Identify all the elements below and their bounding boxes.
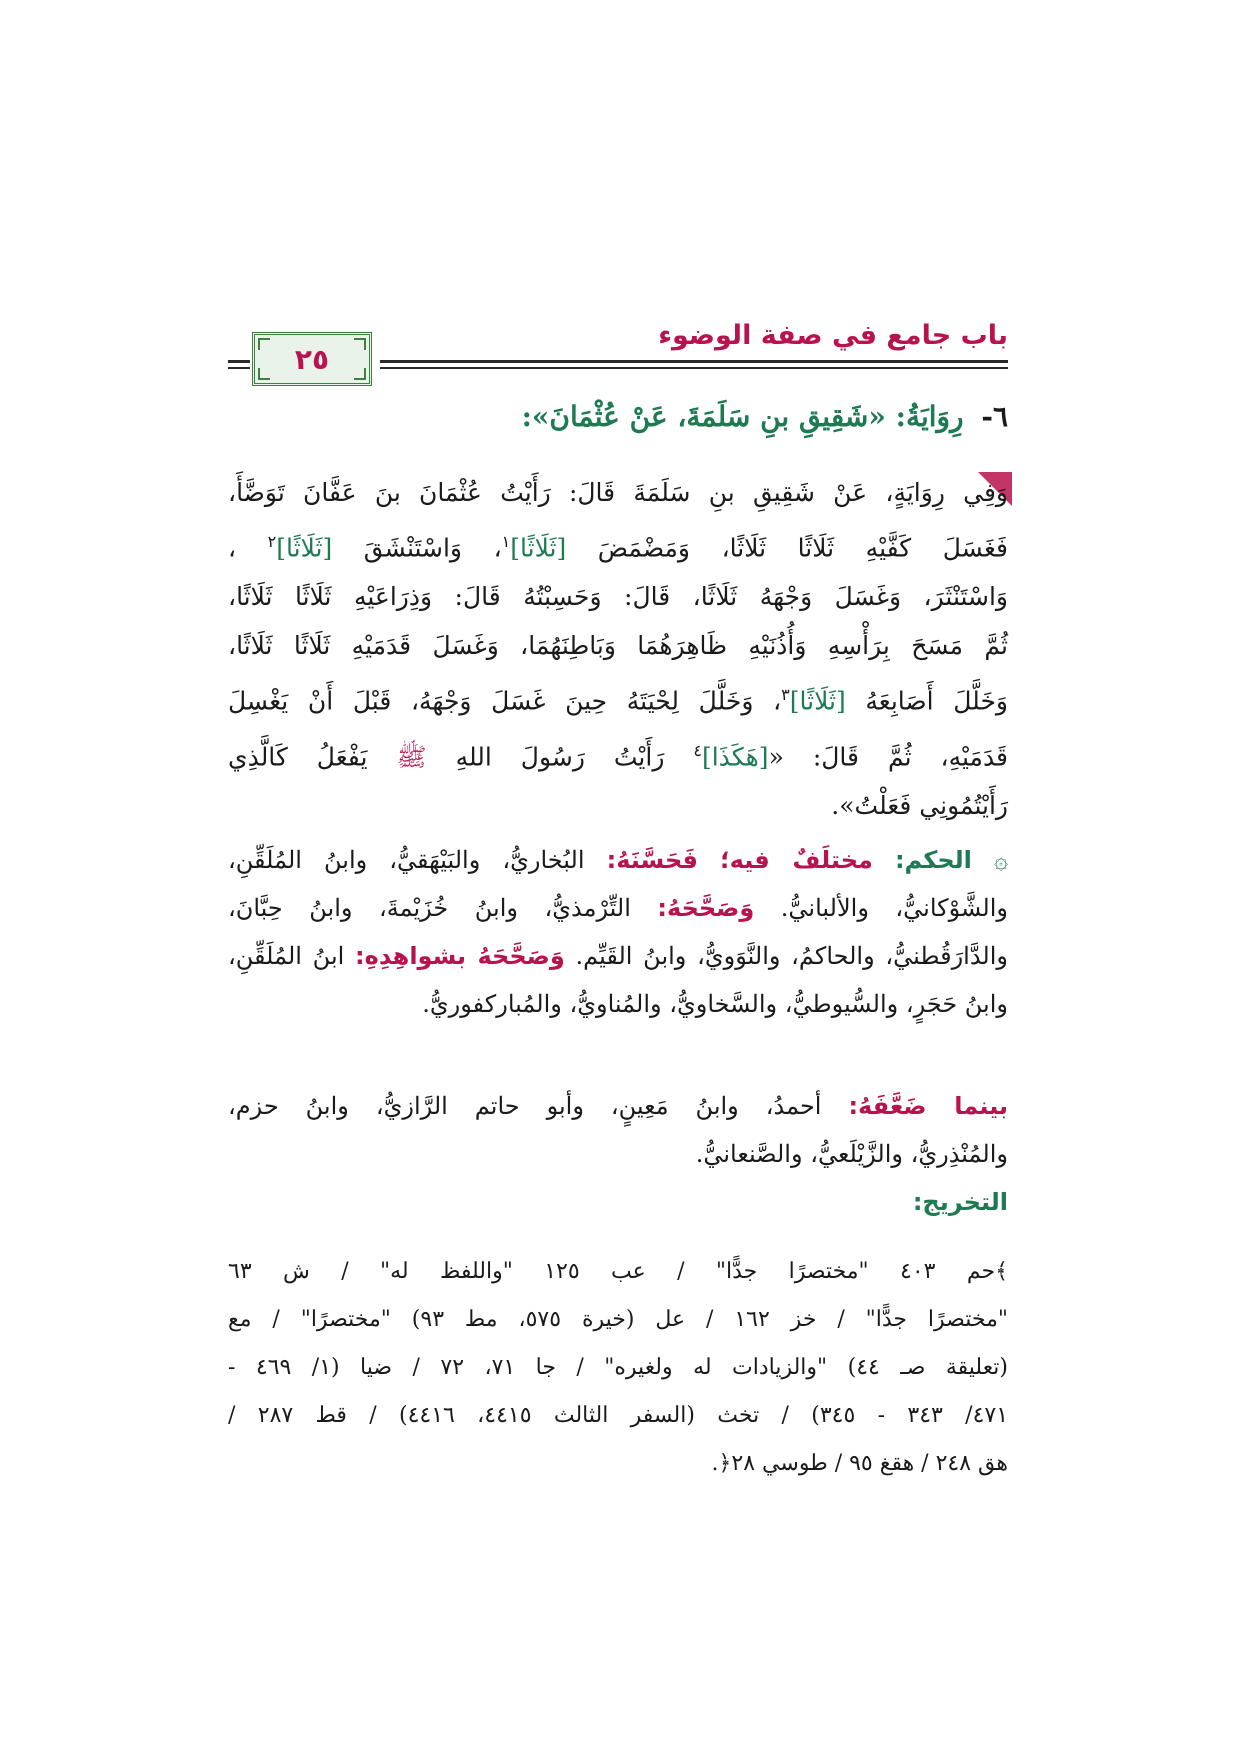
text: يَفْعَلُ كَالَّذِي — [228, 741, 368, 771]
header-rule-left-top — [228, 360, 250, 363]
takhrij-line: "مختصرًا جدًّا" / خز ١٦٢ / عل (خيرة ٥٧٥، مط ٩٣) "مختصرًا" / مع — [228, 1307, 1008, 1332]
text: والشَّوْكانيُّ، والألبانيُّ. — [780, 894, 1008, 922]
header-rule-bottom — [380, 367, 1008, 369]
takhrij-line: ﴾حم ٤٠٣ "مختصرًا جدًّا" / عب ١٢٥ "واللفظ له" / ش ٦٣ — [228, 1259, 1008, 1284]
page-number: ٢٥ — [294, 342, 330, 376]
weakened-line: والمُنْذِريُّ، والزَّيْلَعيُّ، والصَّنعانيُّ. — [695, 1140, 1008, 1168]
hadith-line: ثُمَّ مَسَحَ بِرَأْسِهِ وَأُذُنَيْهِ ظَاهِرَهُمَا وَبَاطِنَهُمَا، وَغَسَلَ قَدَمَيْهِ ثَلَاثًا ثَلَاثًا، — [228, 631, 1008, 661]
takhrij-block — [228, 1248, 1008, 1488]
sahhah-label: وَصَحَّحَهُ: — [657, 894, 755, 922]
ruling-line — [228, 836, 1008, 884]
section-title: رِوَايَةُ: «شَقِيقِ بنِ سَلَمَةَ، عَنْ عُثْمَانَ»: — [521, 400, 964, 433]
bracket-addition: [هَكَذَا] — [701, 741, 769, 771]
page-number-badge — [252, 332, 372, 386]
takhrij-line: ٤٧١/ ٣٤٣ - ٣٤٥) / تخث (السفر الثالث ٤٤١٥، ٤٤١٦) / قط ٢٨٧ / — [228, 1403, 1009, 1428]
page-header — [252, 318, 1008, 390]
footnote-marker: ٣ — [781, 685, 790, 705]
takhrij-line: (تعليقة صـ ٤٤) "والزيادات له ولغيره" / جا ٧١، ٧٢ / ضيا (١/ ٤٦٩ - — [228, 1355, 1009, 1380]
text: أحمدُ، وابنُ مَعِينٍ، وأبو حاتم الرَّازيُّ، وابنُ حزم، — [228, 1092, 822, 1120]
weakened-block — [228, 1082, 1008, 1178]
ornament-corner — [258, 338, 270, 350]
ruling-line: وابنُ حَجَرٍ، والسُّيوطيُّ، والسَّخاويُّ، والمُناويُّ، والمُباركفوريُّ. — [422, 990, 1008, 1018]
takhrij-line: هق ٢٤٨ / هقغ ٩٥ / طوسي ٢٨﴿. — [711, 1451, 1008, 1476]
weakened-line — [228, 1082, 1008, 1130]
chapter-title: باب جامع في صفة الوضوء — [658, 320, 1008, 351]
bracket-addition: [ثَلَاثًا] — [510, 533, 567, 563]
weakened-label: بينما ضَعَّفَهُ: — [848, 1092, 1009, 1120]
text: ، وَخَلَّلَ لِحْيَتَهُ حِينَ غَسَلَ وَجْهَهُ، قَبْلَ أَنْ يَغْسِلَ — [228, 686, 782, 716]
shawahid-label: وَصَحَّحَهُ بشواهِدِهِ: — [355, 942, 565, 970]
ornament-corner — [258, 368, 270, 380]
text: البُخاريُّ، والبَيْهَقيُّ، وابنُ المُلَقِّنِ، — [228, 846, 585, 874]
bracket-addition: [ثَلَاثًا] — [789, 686, 846, 716]
footnote-marker: ٤ — [693, 740, 702, 760]
text: التِّرْمذيُّ، وابنُ خُزَيْمةَ، وابنُ حِبَّانَ، — [228, 894, 631, 922]
ruling-line — [228, 932, 1008, 980]
ruling-status: مختلَفٌ فيه؛ — [720, 846, 873, 874]
text: ابنُ المُلَقِّنِ، — [228, 942, 345, 970]
hadith-line: رَأَيْتُمُونِي فَعَلْتُ». — [831, 790, 1008, 820]
ruling-line — [228, 884, 1008, 932]
hadith-line: وَفِي رِوَايَةٍ، عَنْ شَقِيقِ بنِ سَلَمَةَ قَالَ: رَأَيْتُ عُثْمَانَ بنَ عَفَّانَ تَوَضَّأَ، — [228, 478, 1008, 507]
header-rule-left-bottom — [228, 367, 250, 369]
hadith-text — [228, 468, 1008, 830]
text: رَأَيْتُ رَسُولَ اللهِ — [455, 741, 665, 771]
hadith-line — [228, 726, 1008, 781]
hadith-line — [228, 670, 1008, 725]
ornament-corner — [354, 338, 366, 350]
hassan-label: فَحَسَّنَهُ: — [606, 846, 698, 874]
section-number: ٦- — [981, 400, 1008, 433]
text: والدَّارَقُطنيُّ، والحاكمُ، والنَّوَويُّ، وابنُ القَيِّم. — [575, 942, 1008, 970]
bracket-addition: [ثَلَاثًا] — [276, 533, 333, 563]
footnote-marker: ٢ — [267, 532, 277, 551]
text: فَغَسَلَ كَفَّيْهِ ثَلَاثًا ثَلَاثًا، وَمَضْمَضَ — [597, 533, 1008, 563]
ornament-corner — [354, 368, 366, 380]
hadith-line: وَاسْتَنْثَرَ، وَغَسَلَ وَجْهَهُ ثَلَاثًا، قَالَ: وَحَسِبْتُهُ قَالَ: وَذِرَاعَيْهِ ثَلَاثًا ثَلَاثًا، — [228, 582, 1008, 612]
salutation-glyph: ﷺ — [396, 741, 427, 771]
text: قَدَمَيْهِ، ثُمَّ قَالَ: « — [768, 741, 1009, 771]
text: ، — [228, 533, 237, 563]
text: وَخَلَّلَ أَصَابِعَهُ — [865, 686, 1008, 716]
footnote-marker: ١ — [501, 532, 511, 551]
section-heading — [228, 400, 1008, 433]
ruling-block — [228, 836, 1008, 1028]
header-rule-top — [380, 360, 1008, 363]
ornament-icon: ۞ — [993, 846, 1008, 874]
takhrij-heading: التخريج: — [912, 1188, 1008, 1216]
hadith-line — [228, 517, 1008, 572]
ruling-label: الحكم: — [894, 846, 972, 874]
text: ، وَاسْتَنْشَقَ — [363, 533, 502, 563]
